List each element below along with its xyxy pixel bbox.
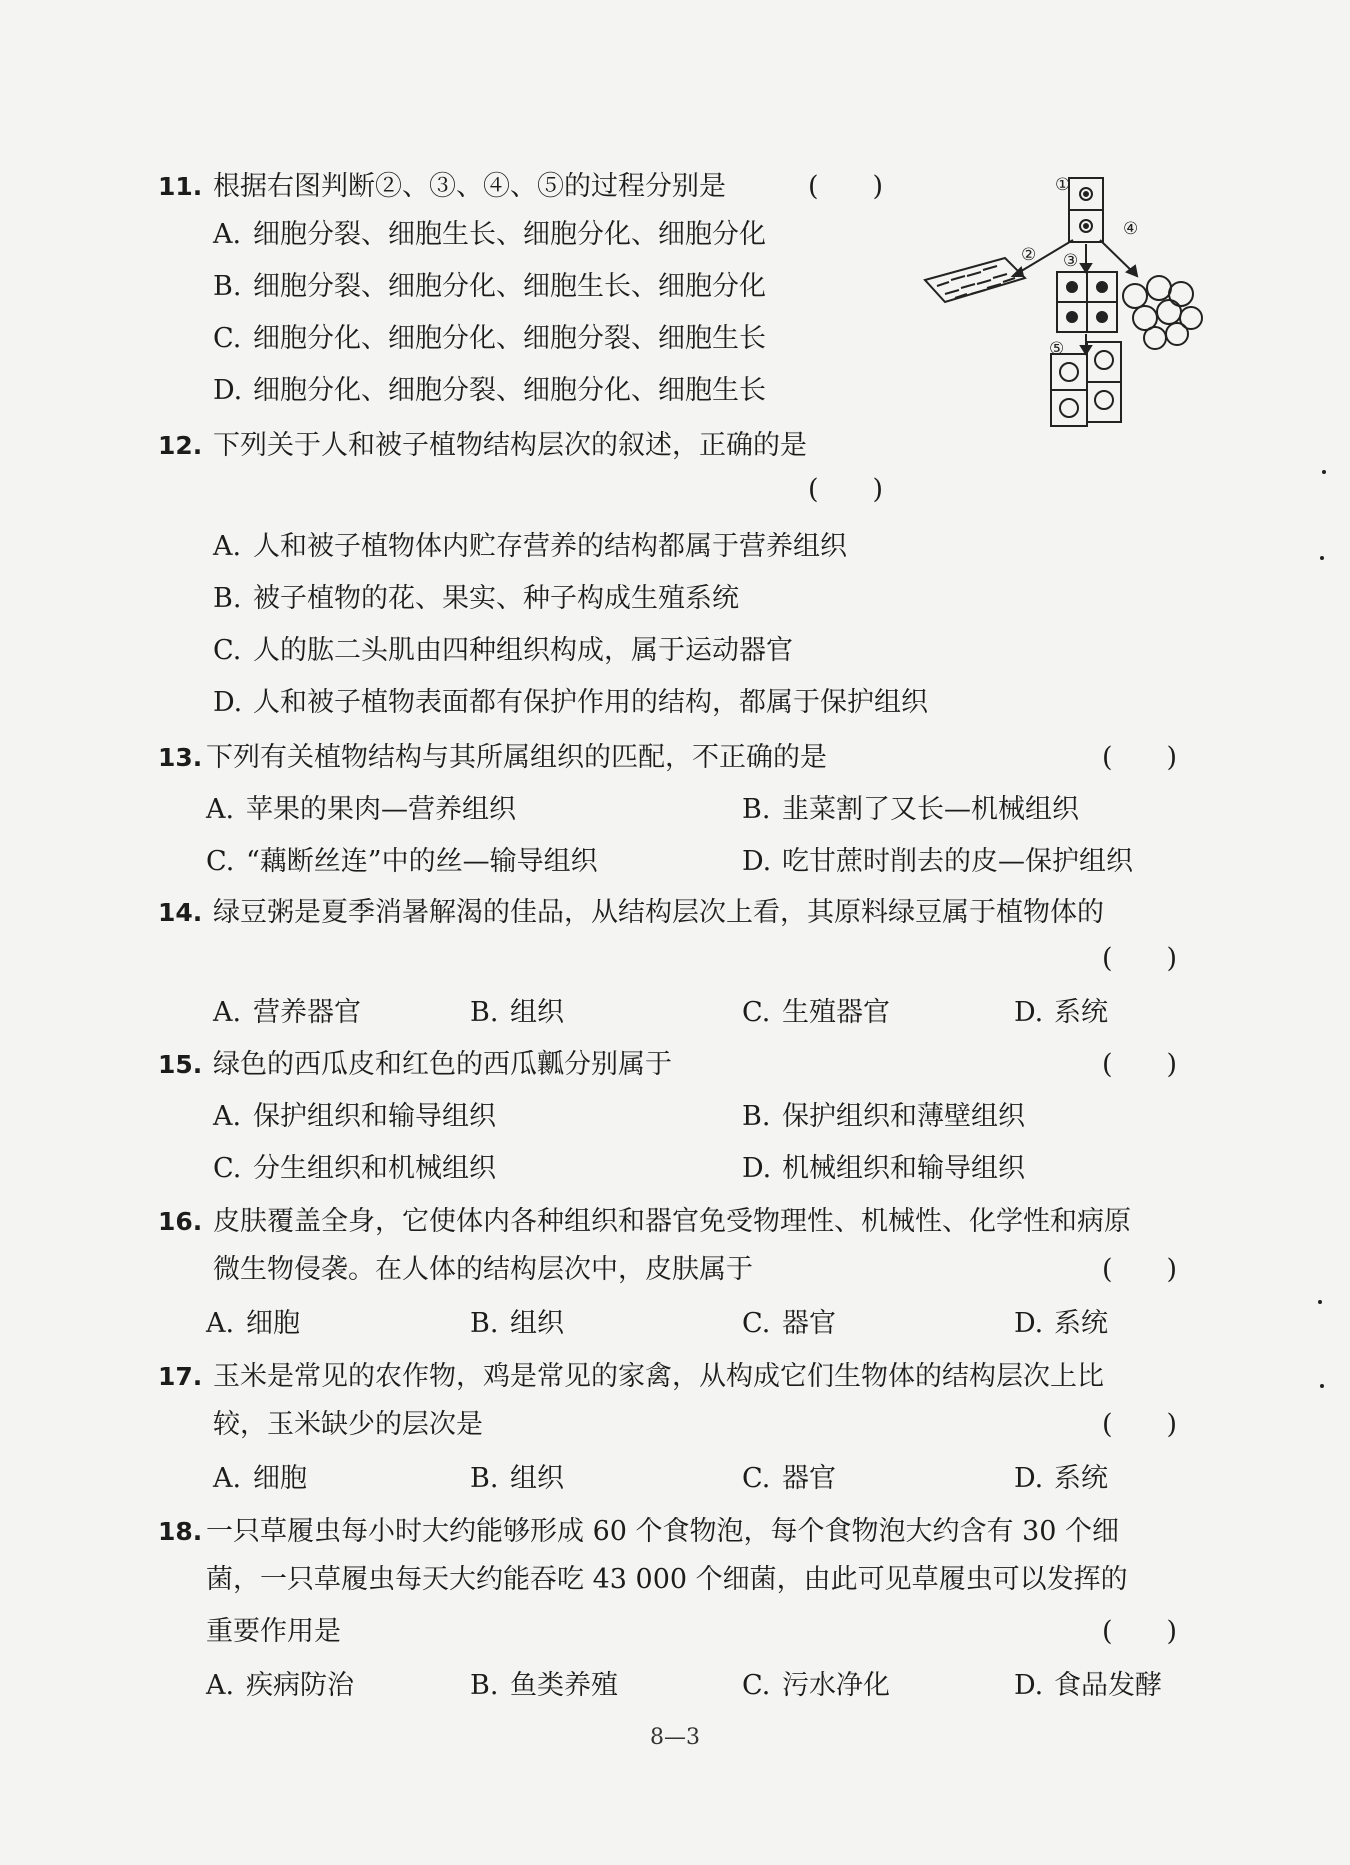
- option-b[interactable]: B. 组织: [470, 1463, 564, 1494]
- option-d[interactable]: D. 细胞分化、细胞分裂、细胞分化、细胞生长: [213, 375, 766, 406]
- question-number: 14.: [158, 898, 203, 927]
- option-c[interactable]: C. 污水净化: [742, 1670, 890, 1701]
- option-b[interactable]: B. 保护组织和薄壁组织: [742, 1101, 1025, 1132]
- margin-speck: [1320, 556, 1324, 560]
- question-stem: 根据右图判断②、③、④、⑤的过程分别是: [213, 171, 726, 202]
- option-b[interactable]: B. 鱼类养殖: [470, 1670, 618, 1701]
- question-number: 17.: [158, 1362, 203, 1391]
- option-a[interactable]: A. 细胞: [213, 1463, 307, 1494]
- option-d[interactable]: D. 食品发酵: [1014, 1670, 1162, 1701]
- question-18: [0, 1502, 1350, 1662]
- question-stem-line-3: 重要作用是: [206, 1616, 341, 1647]
- option-c[interactable]: C. 分生组织和机械组织: [213, 1153, 496, 1184]
- option-a[interactable]: A. 保护组织和输导组织: [213, 1101, 496, 1132]
- option-d[interactable]: D. 人和被子植物表面都有保护作用的结构，都属于保护组织: [213, 687, 928, 718]
- option-d[interactable]: D. 吃甘蔗时削去的皮—保护组织: [742, 846, 1133, 877]
- question-stem: 下列关于人和被子植物结构层次的叙述，正确的是: [213, 430, 807, 461]
- question-number: 18.: [158, 1517, 203, 1546]
- question-stem: 一只草履虫每小时大约能够形成 60 个食物泡，每个食物泡大约含有 30 个细: [206, 1516, 1120, 1547]
- figure-label-1: ①: [1055, 175, 1071, 195]
- question-16: [0, 1192, 1350, 1302]
- option-c[interactable]: C. 器官: [742, 1463, 836, 1494]
- question-15: [0, 1035, 1350, 1095]
- answer-blank[interactable]: ( ): [1102, 1254, 1178, 1285]
- question-number: 12.: [158, 431, 203, 460]
- option-a[interactable]: A. 细胞: [206, 1308, 300, 1339]
- question-17: [0, 1347, 1350, 1457]
- option-c[interactable]: C. 细胞分化、细胞分化、细胞分裂、细胞生长: [213, 323, 766, 354]
- answer-blank[interactable]: ( ): [1102, 1616, 1178, 1647]
- option-b[interactable]: B. 组织: [470, 997, 564, 1028]
- option-b[interactable]: B. 组织: [470, 1308, 564, 1339]
- option-c[interactable]: C. 器官: [742, 1308, 836, 1339]
- answer-blank[interactable]: ( ): [1102, 1049, 1178, 1080]
- figure-label-4: ④: [1123, 219, 1139, 239]
- answer-blank[interactable]: ( ): [1102, 742, 1178, 773]
- option-c[interactable]: C. 生殖器官: [742, 997, 890, 1028]
- question-stem: 皮肤覆盖全身，它使体内各种组织和器官免受物理性、机械性、化学性和病原: [213, 1206, 1131, 1237]
- option-a[interactable]: A. 疾病防治: [206, 1670, 354, 1701]
- option-d[interactable]: D. 系统: [1014, 997, 1108, 1028]
- cell-differentiation-figure: [915, 168, 1235, 440]
- question-12: [0, 416, 1350, 476]
- option-c[interactable]: C. 人的肱二头肌由四种组织构成，属于运动器官: [213, 635, 793, 666]
- figure-label-2: ②: [1021, 245, 1037, 265]
- question-stem-line-2: 菌，一只草履虫每天大约能吞吃 43 000 个细菌，由此可见草履虫可以发挥的: [206, 1564, 1128, 1595]
- question-stem-line-2: 较，玉米缺少的层次是: [213, 1409, 483, 1440]
- answer-blank[interactable]: ( ): [1102, 1409, 1178, 1440]
- question-number: 13.: [158, 743, 203, 772]
- option-a[interactable]: A. 细胞分裂、细胞生长、细胞分化、细胞分化: [213, 219, 766, 250]
- question-stem: 下列有关植物结构与其所属组织的匹配，不正确的是: [206, 742, 827, 773]
- answer-blank-12[interactable]: ( ): [808, 474, 884, 505]
- question-number: 11.: [158, 172, 203, 201]
- answer-blank[interactable]: ( ): [808, 171, 884, 202]
- question-stem: 绿色的西瓜皮和红色的西瓜瓤分别属于: [213, 1049, 672, 1080]
- option-a[interactable]: A. 营养器官: [213, 997, 361, 1028]
- margin-speck: [1322, 470, 1326, 474]
- question-13: [0, 728, 1350, 788]
- question-number: 16.: [158, 1207, 203, 1236]
- option-c[interactable]: C. “藕断丝连”中的丝—输导组织: [206, 846, 598, 877]
- option-a[interactable]: A. 苹果的果肉—营养组织: [206, 794, 516, 825]
- figure-label-5: ⑤: [1049, 339, 1065, 359]
- question-stem: 绿豆粥是夏季消暑解渴的佳品，从结构层次上看，其原料绿豆属于植物体的: [213, 897, 1104, 928]
- question-stem: 玉米是常见的农作物，鸡是常见的家禽，从构成它们生物体的结构层次上比: [213, 1361, 1104, 1392]
- option-b[interactable]: B. 细胞分裂、细胞分化、细胞生长、细胞分化: [213, 271, 766, 302]
- question-stem-line-2: 微生物侵袭。在人体的结构层次中，皮肤属于: [213, 1254, 753, 1285]
- option-b[interactable]: B. 韭菜割了又长—机械组织: [742, 794, 1079, 825]
- option-d[interactable]: D. 系统: [1014, 1308, 1108, 1339]
- option-a[interactable]: A. 人和被子植物体内贮存营养的结构都属于营养组织: [213, 531, 847, 562]
- question-number: 15.: [158, 1050, 203, 1079]
- margin-speck: [1318, 1300, 1322, 1304]
- option-d[interactable]: D. 机械组织和输导组织: [742, 1153, 1025, 1184]
- margin-speck: [1320, 1384, 1324, 1388]
- option-d[interactable]: D. 系统: [1014, 1463, 1108, 1494]
- page-number: 8—3: [650, 1725, 700, 1750]
- figure-label-3: ③: [1063, 251, 1079, 271]
- answer-blank-14[interactable]: ( ): [1102, 943, 1178, 974]
- option-b[interactable]: B. 被子植物的花、果实、种子构成生殖系统: [213, 583, 739, 614]
